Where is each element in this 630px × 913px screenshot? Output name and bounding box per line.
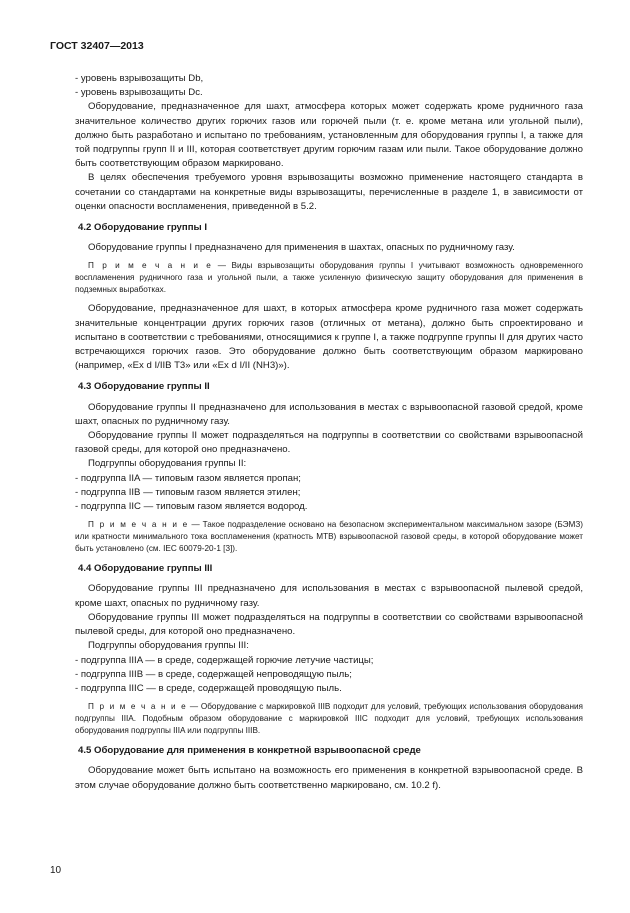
- note: [75, 260, 583, 296]
- paragraph: Оборудование, предназначенное для шахт, атмосфера которых может содержать кроме рудничного газа значительное количество других горючих газов или горючей пыли (т. е. кроме метана или угольной пыли), должно быть разработано и испытано по требованиям, установленным для оборудования группы I, а также для той подгруппы групп II и III, которая соответствует другим горючим газам или пыли. Такое оборудование должно быть соответствующим образом маркировано.: [75, 101, 583, 170]
- doc-header: ГОСТ 32407—2013: [50, 40, 144, 52]
- paragraph: Оборудование группы II предназначено для использования в местах с взрывоопасной газовой средой, кроме шахт, опасных по рудничному газу.: [75, 401, 583, 427]
- paragraph: Оборудование группы I предназначено для применения в шахтах, опасных по рудничному газу.: [88, 242, 515, 254]
- section-heading-4-5: 4.5 Оборудование для применения в конкретной взрывоопасной среде: [78, 745, 421, 757]
- note: [75, 701, 583, 737]
- page-number: 10: [50, 865, 62, 876]
- paragraph: В целях обеспечения требуемого уровня взрывозащиты возможно применение настоящего стандарта в сочетании со стандартами на конкретные виды взрывозащиты, перечисленные в разделе 1, в зависимости от оценки опасности воспламенения, приведенной в 5.2.: [75, 172, 583, 212]
- list-item: - подгруппа IIIA — в среде, содержащей горючие летучие частицы;: [75, 654, 374, 666]
- list-item: - уровень взрывозащиты Db,: [75, 73, 204, 84]
- note-label: П р и м е ч а н и е: [88, 702, 188, 712]
- section-heading-4-4: 4.4 Оборудование группы III: [78, 563, 213, 575]
- list-item: - уровень взрывозащиты Dc.: [75, 87, 203, 99]
- note: [75, 519, 583, 555]
- list-item: - подгруппа IIA — типовым газом является пропан;: [75, 472, 301, 484]
- document-body: [75, 72, 583, 793]
- paragraph: Оборудование, предназначенное для шахт, в которых атмосфера кроме рудничного газа может содержать значительные концентрации других горючих газов (отличных от метана), должно быть спроектировано и испытано в соответствии с требованиями, относящимися к группе I, а также подгруппе группы II для других часто встречающихся горючих газов. Это оборудование должно быть соответствующим образом маркировано (например, «Ex d I/IIB T3» или «Ex d I/II (NH3)»).: [75, 303, 583, 372]
- paragraph: Оборудование группы II может подразделяться на подгруппы в соответствии со свойствами взрывоопасной газовой среды, для которой оно предназначено.: [75, 430, 583, 456]
- paragraph: Оборудование группы III предназначено для использования в местах с взрывоопасной пылевой средой, кроме шахт, опасных по рудничному газу.: [75, 583, 583, 609]
- paragraph: Оборудование группы III может подразделяться на подгруппы в соответствии со свойствами взрывоопасной пылевой среды, для которой оно предназначено.: [75, 611, 583, 638]
- list-item: - подгруппа IIIC — в среде, содержащей проводящую пыль.: [75, 682, 342, 694]
- note-text: — Такое подразделение основано на безопасном экспериментальном максимальном зазоре (БЭМЗ) или кратности минимального тока воспламенения (кратность МТВ) взрывоопасной газовой среды, в которой оборудование может быть установлено (см. IEC 60079-20-1 [3]).: [75, 520, 583, 554]
- note-label: П р и м е ч а н и е: [88, 520, 189, 530]
- list-item: - подгруппа IIC — типовым газом является водород.: [75, 501, 308, 513]
- note-label: П р и м е ч а н и е: [88, 261, 213, 271]
- list-item: - подгруппа IIIB — в среде, содержащей непроводящую пыль;: [75, 668, 352, 680]
- list-title: Подгруппы оборудования группы II:: [88, 458, 247, 470]
- section-heading-4-3: 4.3 Оборудование группы II: [78, 381, 210, 393]
- list-item: - подгруппа IIB — типовым газом является этилен;: [75, 486, 301, 498]
- list-title: Подгруппы оборудования группы III:: [88, 640, 249, 652]
- section-heading-4-2: 4.2 Оборудование группы I: [78, 222, 208, 234]
- paragraph: Оборудование может быть испытано на возможность его применения в конкретной взрывоопасной среде. В этом случае оборудование должно быть соответственно маркировано, см. 10.2 f).: [75, 765, 583, 791]
- note-text: — Оборудование с маркировкой IIIB подходит для условий, требующих использования оборудования подгруппы IIIA. Подобным образом оборудование с маркировкой IIIC подходит для условий, требующих использования оборудования подгруппы IIIA или подгруппы IIIB.: [75, 702, 583, 736]
- note-text: — Виды взрывозащиты оборудования группы I учитывают возможность одновременного воспламенения рудничного газа и угольной пыли, а также усиленную физическую защиту оборудования для применения в подземных выработках.: [75, 261, 583, 295]
